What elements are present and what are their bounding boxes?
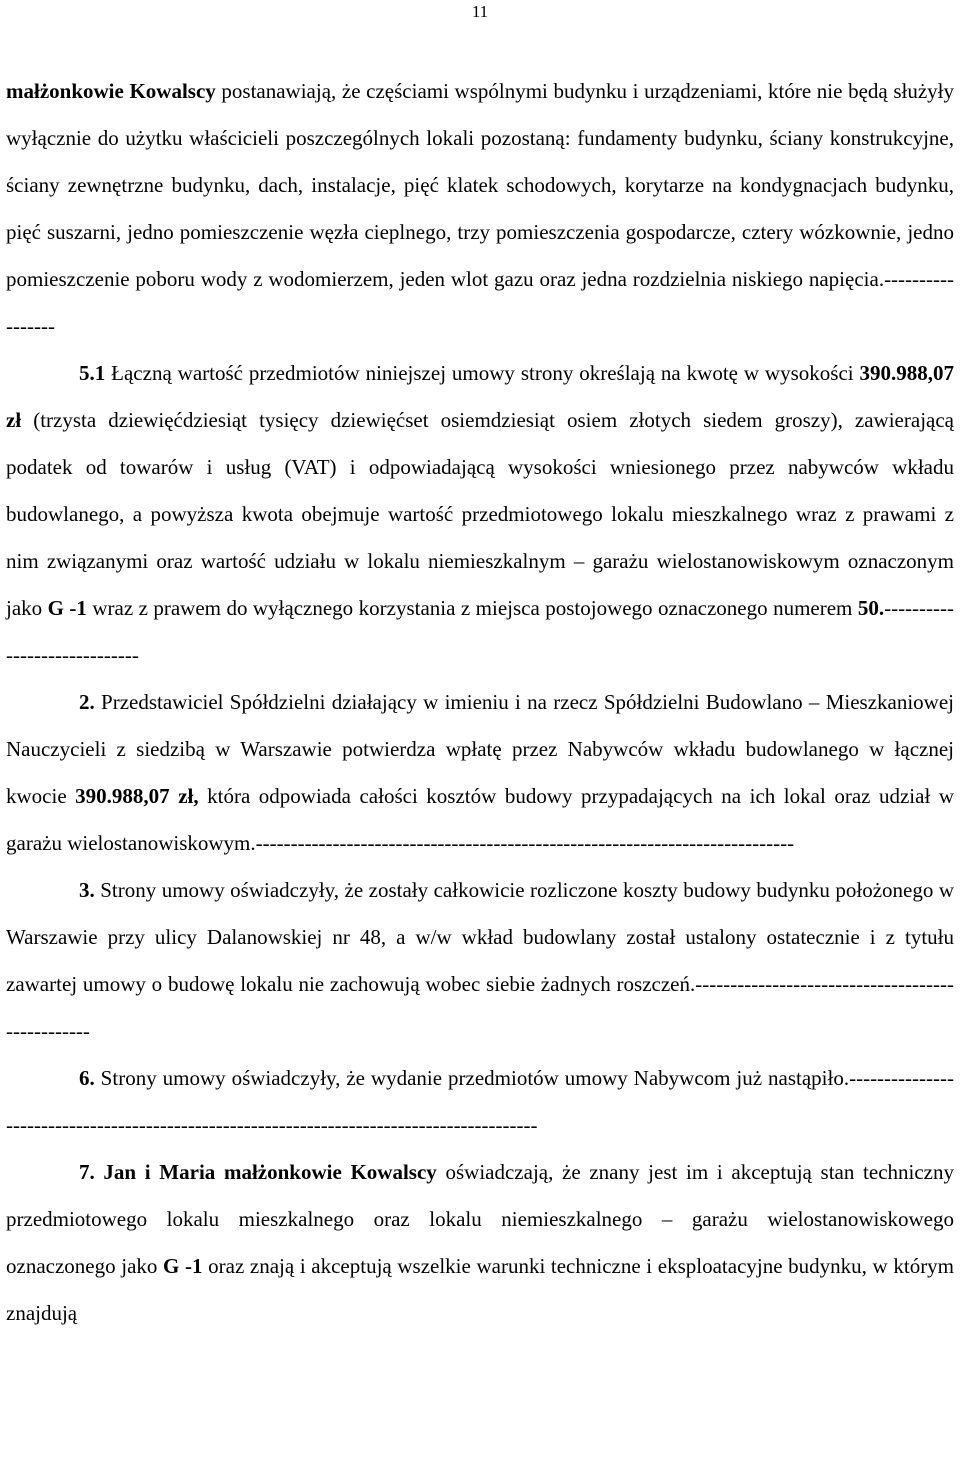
text-bold: małżonkowie Kowalscy bbox=[6, 79, 216, 103]
text-run: ----------------------------- bbox=[6, 596, 955, 667]
clause-number-and-names: 7. Jan i Maria małżonkowie Kowalscy bbox=[79, 1160, 437, 1184]
paragraph-5-1-total-value bbox=[6, 350, 954, 679]
paragraph-3-settlement bbox=[6, 867, 954, 1055]
text-run: która odpowiada całości kosztów budowy przypadających na ich lokal oraz udział w garażu wielostanowiskowym.----------------------------------------------------------------------------- bbox=[6, 784, 954, 855]
text-run: Łączną wartość przedmiotów niniejszej umowy strony określają na kwotę w wysokości bbox=[105, 361, 860, 385]
text-run: (trzysta dziewięćdziesiąt tysięcy dziewięćset osiemdziesiąt osiem złotych siedem groszy), zawierającą podatek od towarów i usług (VAT) i odpowiadającą wysokości wniesionego przez nabywców wkładu budowlanego, a powyższa kwota obejmuje wartość przedmiotowego lokalu mieszkalnego wraz z prawami z nim związanymi oraz wartość udziału w lokalu niemieszkalnym – garażu wielostanowiskowym oznaczonym jako bbox=[6, 408, 954, 620]
paragraph-6-handover bbox=[6, 1055, 954, 1149]
page-number: 11 bbox=[471, 2, 489, 21]
amount-bold: 390.988,07 zł, bbox=[75, 784, 199, 808]
text-run: oświadczają, że znany jest im i akceptują stan techniczny przedmiotowego lokalu mieszkalnego oraz lokalu niemieszkalnego – garażu wielostanowiskowego oznaczonego jako bbox=[6, 1160, 954, 1278]
paragraph-2-payment-confirmation bbox=[6, 679, 954, 867]
parking-number-bold: 50. bbox=[857, 596, 885, 620]
paragraph-7-acceptance bbox=[6, 1149, 954, 1337]
text-run: Strony umowy oświadczyły, że zostały całkowicie rozliczone koszty budowy budynku położonego w Warszawie przy ulicy Dalanowskiej nr 48, a w/w wkład budowlany został ustalony ostatecznie i z tytułu zawartej umowy o budowę lokalu nie zachowują wobec siebie żadnych roszczeń.------------------------------------------------- bbox=[6, 878, 954, 1043]
amount-bold: 390.988,07 zł bbox=[6, 361, 954, 432]
garage-code-bold: G -1 bbox=[163, 1254, 203, 1278]
clause-number: 6. bbox=[79, 1066, 95, 1090]
text-run: Strony umowy oświadczyły, że wydanie przedmiotów umowy Nabywcom już nastąpiło.------------------------------------------------------------------------------------------- bbox=[6, 1066, 954, 1137]
document-body bbox=[6, 68, 954, 1337]
clause-number: 2. bbox=[79, 690, 95, 714]
text-run: Przedstawiciel Spółdzielni działający w imieniu i na rzecz Spółdzielni Budowlano – Mieszkaniowej Nauczycieli z siedzibą w Warszawie potwierdza wpłatę przez Nabywców wkładu budowlanego w łącznej kwocie bbox=[6, 690, 954, 808]
text-run: oraz znają i akceptują wszelkie warunki techniczne i eksploatacyjne budynku, w którym znajdują bbox=[6, 1254, 955, 1325]
text-run: wraz z prawem do wyłącznego korzystania z miejsca postojowego oznaczonego numerem bbox=[86, 596, 858, 620]
text-run: postanawiają, że częściami wspólnymi budynku i urządzeniami, które nie będą służyły wyłącznie do użytku właścicieli poszczególnych lokali pozostaną: fundamenty budynku, ściany konstrukcyjne, ściany zewnętrzne budynku, dach, instalacje, pięć klatek schodowych, korytarze na kondygnacjach budynku, pięć suszarni, jedno pomieszczenie węzła cieplnego, trzy pomieszczenia gospodarcze, cztery wózkownie, jedno pomieszczenie poboru wody z wodomierzem, jeden wlot gazu oraz jedna rozdzielnia niskiego napięcia.----------------- bbox=[6, 79, 954, 338]
clause-number: 3. bbox=[79, 878, 95, 902]
garage-code-bold: G -1 bbox=[47, 596, 87, 620]
clause-number: 5.1 bbox=[79, 361, 106, 385]
paragraph-common-parts bbox=[6, 68, 954, 350]
